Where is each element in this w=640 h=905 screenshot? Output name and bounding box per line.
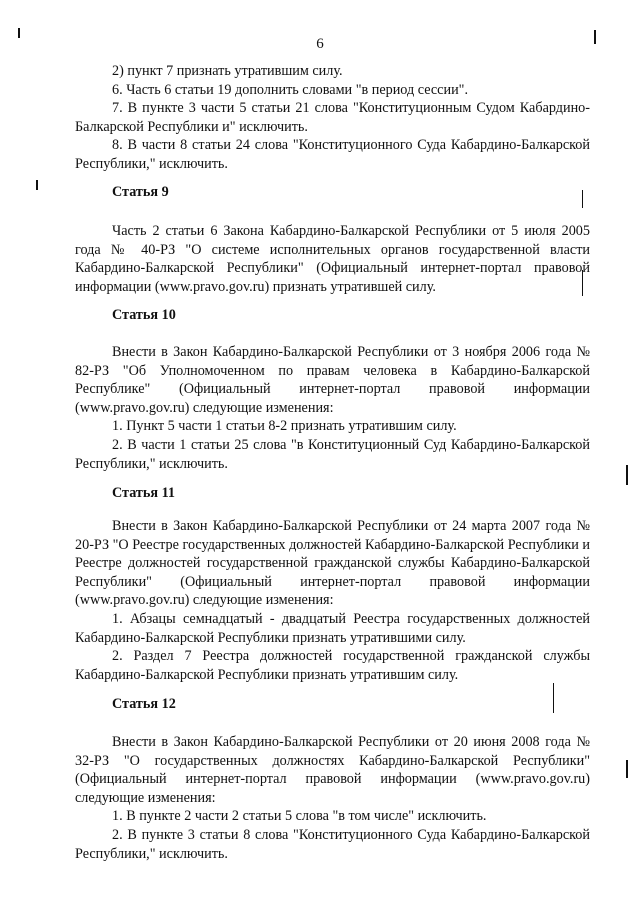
scan-mark bbox=[626, 465, 628, 485]
article-title: Статья 10 bbox=[112, 307, 176, 323]
article-11-body bbox=[75, 517, 590, 684]
page-number: 6 bbox=[316, 36, 324, 52]
scan-mark bbox=[36, 180, 38, 190]
paragraph: Внести в Закон Кабардино-Балкарской Республики от 24 марта 2007 года № 20-РЗ "О Реестре государственных должностей Кабардино-Балкарской Республики и Реестре должностей государственной гражданской службы Кабардино-Балкарской Республики" (Официальный интернет-портал правовой информации (www.pravo.gov.ru) следующие изменения: bbox=[75, 518, 591, 609]
paragraph: 2. Раздел 7 Реестра должностей государственной гражданской службы Кабардино-Балкарской Республики признать утратившим силу. bbox=[75, 648, 590, 683]
article-9 bbox=[75, 183, 590, 202]
paragraph: Внести в Закон Кабардино-Балкарской Республики от 20 июня 2008 года № 32-РЗ "О государственных должностях Кабардино-Балкарской Республики" (Официальный интернет-портал правовой информации (www.pravo.gov.ru) следующие изменения: bbox=[75, 734, 590, 806]
article-title: Статья 11 bbox=[112, 485, 176, 501]
paragraph: 2. В пункте 3 статьи 8 слова "Конституционного Суда Кабардино-Балкарской Республики," исключить. bbox=[75, 826, 590, 862]
article-11 bbox=[75, 484, 590, 503]
paragraph: 1. Пункт 5 части 1 статьи 8-2 признать утратившим силу. bbox=[112, 418, 457, 435]
article-title: Статья 9 bbox=[112, 184, 169, 200]
article-12 bbox=[75, 695, 590, 714]
paragraph: Внести в Закон Кабардино-Балкарской Республики от 3 ноября 2006 года № 82-РЗ "Об Уполномоченном по правам человека в Кабардино-Балкарской Республике" (Официальный интернет-портал правовой информации (www.pravo.gov.ru) следующие изменения: bbox=[75, 344, 590, 416]
scan-mark bbox=[626, 760, 628, 778]
paragraph: 1. Абзацы семнадцатый - двадцатый Реестра государственных должностей Кабардино-Балкарской Республики признать утратившими силу. bbox=[75, 610, 590, 646]
paragraph: Часть 2 статьи 6 Закона Кабардино-Балкарской Республики от 5 июля 2005 года № 40-РЗ "О системе исполнительных органов государственной власти Кабардино-Балкарской Республики" (Официальный интернет-портал правовой информации (www.pravo.gov.ru) признать утратившей силу. bbox=[75, 223, 590, 295]
paragraph: 2. В части 1 статьи 25 слова "в Конституционный Суд Кабардино-Балкарской Республики," исключить. bbox=[75, 436, 590, 472]
article-10 bbox=[75, 306, 590, 325]
scan-mark bbox=[594, 30, 596, 44]
paragraph: 7. В пункте 3 части 5 статьи 21 слова "Конституционным Судом Кабардино-Балкарской Республики и" исключить. bbox=[75, 100, 590, 135]
article-10-body bbox=[75, 343, 590, 473]
paragraph: 6. Часть 6 статьи 19 дополнить словами "в период сессии". bbox=[112, 81, 468, 98]
article-title: Статья 12 bbox=[112, 696, 176, 712]
article-12-body bbox=[75, 733, 590, 863]
paragraph: 8. В части 8 статьи 24 слова "Конституционного Суда Кабардино-Балкарской Республики," исключить. bbox=[75, 137, 590, 172]
scan-mark bbox=[18, 28, 20, 38]
paragraph: 1. В пункте 2 части 2 статьи 5 слова "в том числе" исключить. bbox=[112, 808, 487, 825]
top-section bbox=[75, 62, 590, 174]
article-9-body bbox=[75, 222, 590, 296]
paragraph: 2) пункт 7 признать утратившим силу. bbox=[112, 63, 343, 79]
